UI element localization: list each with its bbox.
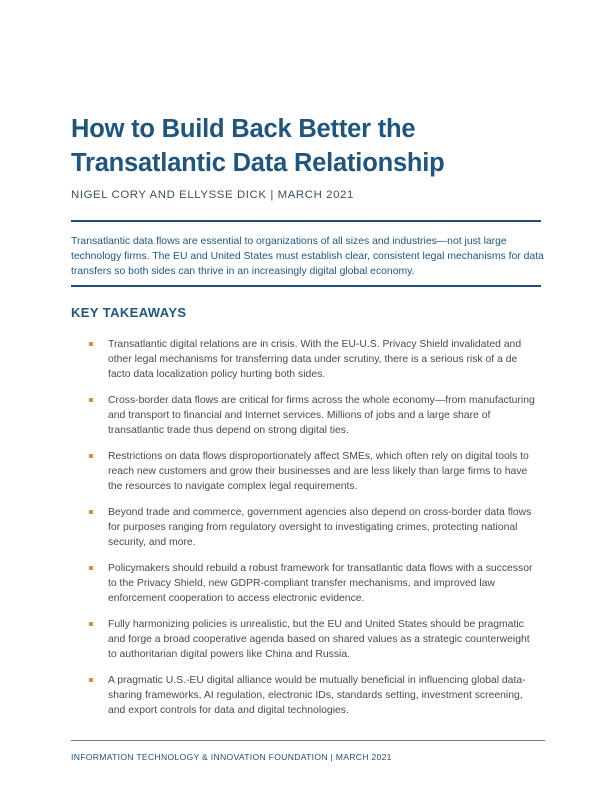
- takeaway-text: Restrictions on data flows disproportionately affect SMEs, which often rely on digital tools to reach new customers and grow their businesses and are less likely than large firms to have the resources to navigate complex legal requirements.: [108, 451, 529, 492]
- takeaway-text: A pragmatic U.S.-EU digital alliance would be mutually beneficial in influencing global data-sharing frameworks, AI regulation, electronic IDs, standards setting, investment screening, and export controls for data and digital technologies.: [108, 675, 526, 716]
- takeaway-text: Policymakers should rebuild a robust framework for transatlantic data flows with a successor to the Privacy Shield, new GDPR-compliant transfer mechanisms, and improved law enforcement cooperation to access electronic evidence.: [108, 563, 533, 604]
- takeaway-item: [71, 393, 541, 438]
- takeaway-text: Transatlantic digital relations are in crisis. With the EU-U.S. Privacy Shield invalidated and other legal mechanisms for transferring data under scrutiny, there is a serious risk of a de facto data localization policy hurting both sides.: [108, 339, 522, 380]
- bullet-square-icon: [89, 678, 93, 682]
- footer-text: INFORMATION TECHNOLOGY & INNOVATION FOUNDATION | MARCH 2021: [71, 752, 392, 762]
- takeaway-item: [71, 337, 541, 382]
- key-takeaways-heading: KEY TAKEAWAYS: [71, 305, 187, 320]
- bullet-square-icon: [89, 454, 93, 458]
- footer-divider: [71, 740, 545, 741]
- report-title-line-1: How to Build Back Better the: [71, 115, 416, 143]
- summary-text: Transatlantic data flows are essential to organizations of all sizes and industries—not just large technology firms. The EU and United States must establish clear, consistent legal mechanisms for data transfers so both sides can thrive in an increasingly digital global economy.: [71, 236, 544, 277]
- report-title: [71, 112, 551, 180]
- bullet-square-icon: [89, 342, 93, 346]
- key-takeaways-list: [71, 337, 541, 729]
- byline: NIGEL CORY AND ELLYSSE DICK | MARCH 2021: [71, 189, 354, 201]
- bullet-square-icon: [89, 398, 93, 402]
- takeaway-text: Cross-border data flows are critical for firms across the whole economy—from manufacturing and transport to financial and Internet services. Millions of jobs and a large share of transatlantic trade thus depend on strong digital ties.: [108, 395, 535, 436]
- summary-bottom-divider: [71, 285, 541, 287]
- takeaway-item: [71, 561, 541, 606]
- bullet-square-icon: [89, 566, 93, 570]
- summary-top-divider: [71, 220, 541, 222]
- bullet-square-icon: [89, 622, 93, 626]
- takeaway-item: [71, 449, 541, 494]
- takeaway-item: [71, 673, 541, 718]
- takeaway-item: [71, 617, 541, 662]
- takeaway-text: Fully harmonizing policies is unrealistic, but the EU and United States should be pragmatic and forge a broad cooperative agenda based on shared values as a strategic counterweight to authoritarian digital powers like China and Russia.: [108, 619, 530, 660]
- takeaway-text: Beyond trade and commerce, government agencies also depend on cross-border data flows for purposes ranging from regulatory oversight to investigating crimes, protecting national security, and more.: [108, 507, 532, 548]
- bullet-square-icon: [89, 510, 93, 514]
- report-title-line-2: Transatlantic Data Relationship: [71, 149, 445, 177]
- takeaway-item: [71, 505, 541, 550]
